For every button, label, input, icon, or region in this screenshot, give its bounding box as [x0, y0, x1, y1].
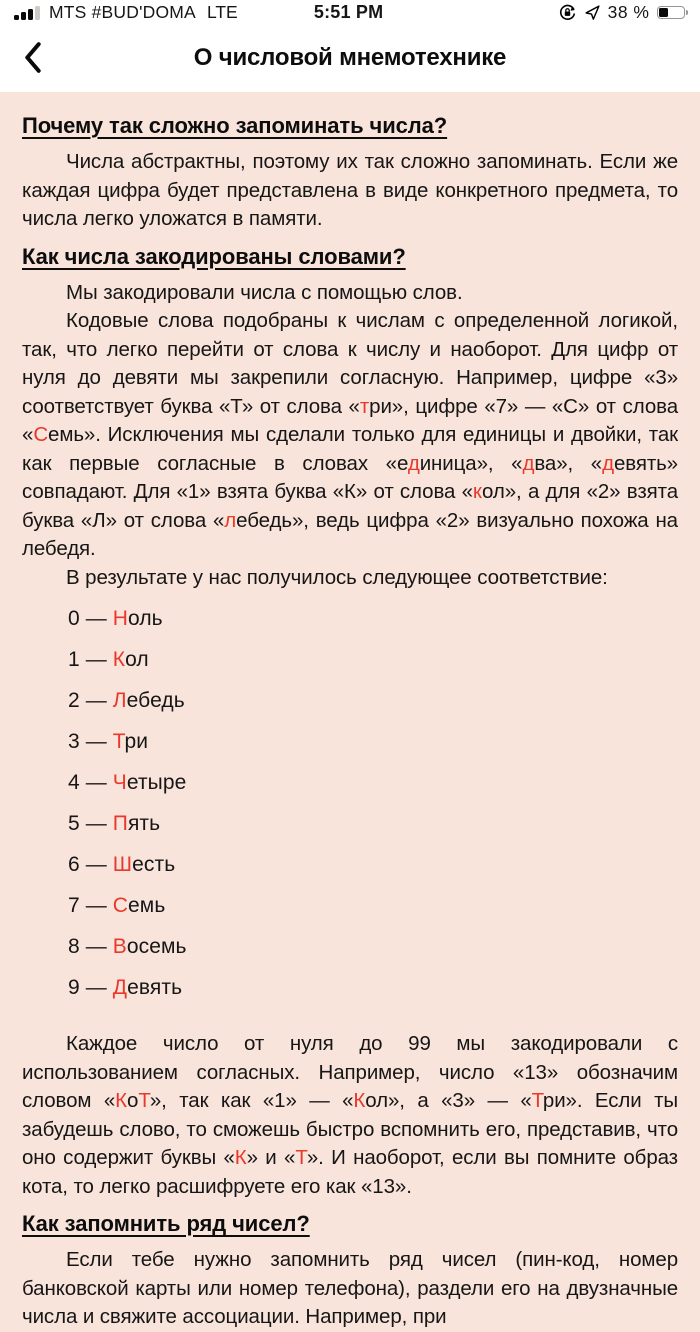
back-button[interactable] [14, 36, 50, 80]
text-run: 3 — [68, 730, 113, 753]
text-run: » и « [246, 1146, 296, 1169]
text-run: Каждое число от нуля до 99 мы закодировали с использованием согласных. Например, число «13» обозначим словом « [22, 1032, 678, 1112]
body-paragraph [22, 148, 678, 234]
highlight-letter: Т [138, 1089, 150, 1112]
text-run: осемь [126, 935, 187, 958]
text-run: емь». Исключения мы сделали только для единицы и двойки, так как первые согласные в словах «е [22, 423, 678, 475]
status-right-group [558, 2, 688, 23]
text-run: 0 — [68, 607, 113, 630]
highlight-letter: С [33, 423, 49, 446]
clock-label: 5:51 PM [313, 2, 384, 22]
text-run: В результате у нас получилось следующее соответствие: [66, 565, 608, 589]
highlight-letter: л [224, 508, 237, 532]
digit-code-item [68, 728, 678, 756]
highlight-letter: С [112, 894, 129, 917]
highlight-letter: Д [112, 976, 128, 999]
digit-code-item [68, 646, 678, 674]
highlight-letter: д [522, 451, 535, 475]
text-run: емь [128, 894, 166, 917]
highlight-letter: К [115, 1089, 128, 1112]
text-run: 1 — [68, 648, 113, 671]
text-run: Кодовые слова подобраны к числам с определенной логикой, так, что легко перейти от слова к числу и наоборот. Для цифр от нуля до девяти мы закрепили согласную. Например, цифре «3» соответствует буква «Т» от слова « [22, 309, 678, 418]
highlight-letter: К [112, 648, 126, 671]
section-heading: Как запомнить ряд чисел? [22, 1211, 310, 1236]
digit-code-list [68, 605, 678, 1002]
text-run: Если тебе нужно запомнить ряд чисел (пин-код, номер банковской карты или номер телефона), раздели его на двузначные числа и свяжите ассоциации. Например, при [22, 1248, 678, 1328]
text-run: 5 — [68, 812, 113, 835]
highlight-letter: К [353, 1089, 366, 1112]
article-body[interactable] [0, 92, 700, 1332]
text-run: 9 — [68, 976, 113, 999]
text-run: о [127, 1089, 139, 1112]
digit-code-item [68, 687, 678, 715]
digit-code-item [68, 892, 678, 920]
highlight-letter: т [359, 394, 370, 418]
digit-code-item [68, 974, 678, 1002]
text-run: ебедь», ведь цифра «2» визуально похожа на лебедя. [22, 508, 678, 560]
digit-code-item [68, 769, 678, 797]
highlight-letter: к [472, 480, 483, 503]
page-title: О числовой мнемотехнике [193, 43, 507, 71]
text-run: етыре [126, 771, 187, 794]
text-run: Мы закодировали числа с помощью слов. [66, 280, 463, 304]
digit-code-item [68, 851, 678, 879]
body-paragraph [22, 307, 678, 564]
highlight-letter: Т [531, 1089, 543, 1112]
body-paragraph [22, 1030, 678, 1201]
highlight-letter: Ш [112, 853, 133, 876]
nav-bar [0, 23, 700, 92]
text-run: ри [124, 730, 149, 753]
highlight-letter: В [112, 935, 127, 958]
text-run: ри». Если ты забудешь слово, то сможешь быстро вспомнить его, представив, что оно содержит буквы « [22, 1089, 679, 1169]
digit-code-item [68, 605, 678, 633]
text-run: ол», а для «2» взята буква «Л» от слова « [22, 480, 678, 532]
text-run: ри», цифре «7» — «С» от слова « [22, 394, 678, 446]
text-run: евять» совпадают. Для «1» взята буква «К» от слова « [22, 451, 678, 503]
text-run: ». И наоборот, если вы помните образ кота, то легко расшифруете его как «13». [22, 1146, 678, 1198]
text-run: ол [125, 648, 149, 671]
section-heading: Как числа закодированы словами? [22, 243, 406, 269]
network-type-label: LTE [206, 2, 238, 22]
status-bar [0, 0, 700, 23]
text-run: ебедь [126, 689, 185, 712]
section-heading: Почему так сложно запоминать числа? [22, 113, 448, 138]
text-run: есть [132, 853, 176, 876]
text-run: оль [128, 607, 163, 630]
highlight-letter: д [602, 451, 614, 475]
text-run: иница», « [419, 451, 523, 475]
text-run: 6 — [68, 853, 113, 876]
highlight-letter: Ч [112, 771, 127, 794]
text-run: », так как «1» — « [149, 1089, 354, 1112]
body-paragraph [22, 564, 678, 593]
text-run: 7 — [68, 894, 113, 917]
highlight-letter: П [112, 812, 128, 835]
text-run: 8 — [68, 935, 113, 958]
carrier-label: MTS #BUD'DOMA [49, 2, 196, 22]
text-run: ол», а «3» — « [365, 1089, 532, 1112]
status-left-group [14, 2, 238, 23]
text-run: 4 — [68, 771, 113, 794]
chevron-left-icon [23, 41, 42, 74]
text-run: 2 — [68, 689, 113, 712]
highlight-letter: Л [112, 689, 127, 712]
text-run: ять [127, 812, 161, 835]
battery-icon [657, 6, 689, 19]
highlight-letter: д [407, 451, 420, 475]
highlight-letter: К [234, 1146, 247, 1169]
digit-code-item [68, 933, 678, 961]
highlight-letter: Н [112, 607, 129, 630]
location-arrow-icon [584, 4, 601, 21]
battery-fill [659, 8, 668, 17]
text-run: Числа абстрактны, поэтому их так сложно запоминать. Если же каждая цифра будет представлена в виде конкретного предмета, то числа легко уложатся в памяти. [22, 150, 678, 230]
body-paragraph [22, 1246, 678, 1332]
highlight-letter: Т [295, 1146, 307, 1169]
highlight-letter: Т [112, 730, 125, 753]
cellular-signal-icon [14, 5, 40, 20]
text-run: ва», « [534, 451, 603, 475]
digit-code-item [68, 810, 678, 838]
orientation-lock-icon [558, 3, 577, 22]
body-paragraph [22, 279, 678, 308]
text-run: евять [127, 976, 183, 999]
battery-percent-label: 38 % [607, 2, 650, 22]
